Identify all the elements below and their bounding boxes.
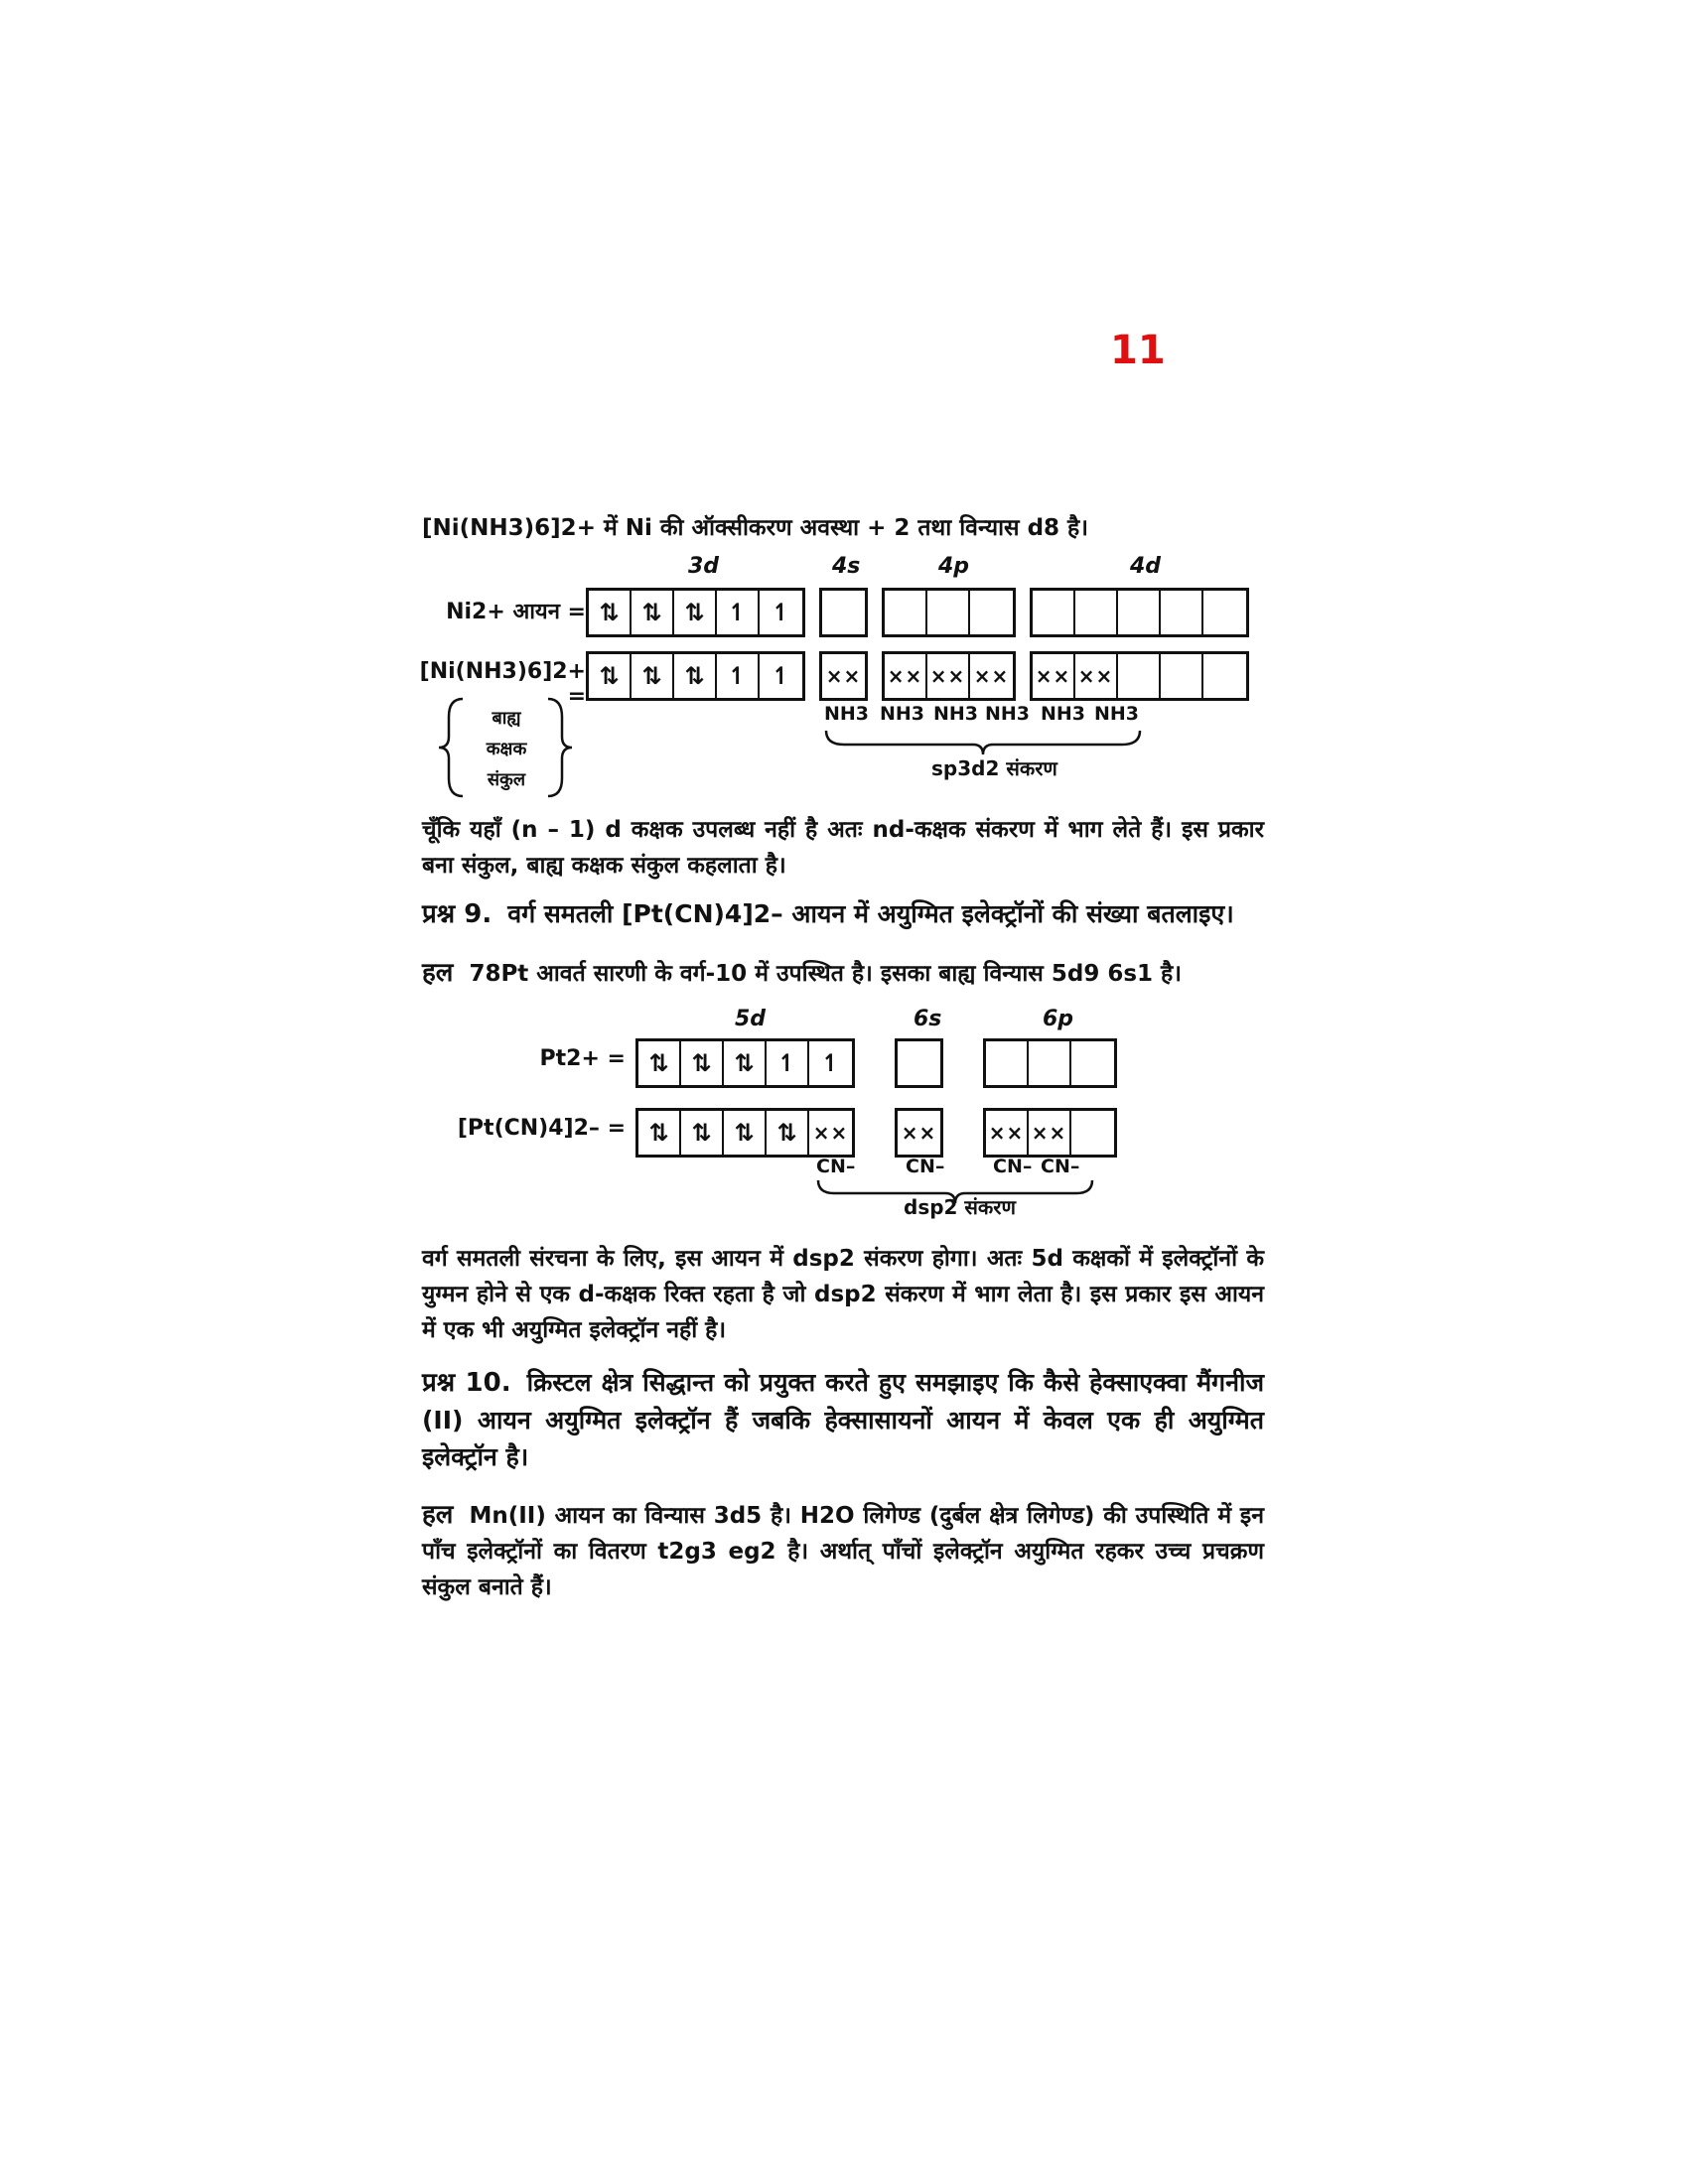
ligand-label: NH3	[880, 703, 925, 725]
solution-10	[422, 1497, 1264, 1605]
orbital-box: ⇅	[632, 591, 674, 634]
orbital-group-6s	[895, 1038, 943, 1088]
paragraph-square-planar: वर्ग समतली संरचना के लिए, इस आयन में dsp2 संकरण होगा। अतः 5d कक्षकों में इलेक्ट्रॉनों के युग्मन होने से एक d-कक्षक रिक्त रहता है जो dsp2 संकरण में भाग लेता है। इस प्रकार इस आयन में एक भी अयुग्मित इलेक्ट्रॉन नहीं है।	[422, 1246, 1264, 1343]
orbital-box	[898, 1041, 940, 1085]
orbital-row-ni-complex	[586, 651, 1249, 701]
orbital-group-6p	[983, 1038, 1117, 1088]
orbital-box	[986, 1041, 1029, 1085]
orbital-label-4d: 4d	[1130, 554, 1162, 579]
orbital-box	[1075, 591, 1118, 634]
ligand-label: NH3	[933, 703, 979, 725]
orbital-box: ⇅	[589, 591, 632, 634]
orbital-box: ⇅	[681, 1041, 724, 1085]
ligand-label: CN–	[1041, 1156, 1080, 1177]
ligand-label: NH3	[824, 703, 870, 725]
orbital-box: ⇅	[724, 1041, 767, 1085]
orbital-box: ⇅	[767, 1111, 809, 1155]
orbital-box: ××	[901, 1121, 937, 1145]
intro-line: [Ni(NH3)6]2+ में Ni की ऑक्सीकरण अवस्था + 2 तथा विन्यास d8 है।	[422, 515, 1088, 541]
orbital-group-6s	[895, 1108, 943, 1158]
orbital-box	[822, 591, 865, 634]
orbital-group-4s	[819, 588, 868, 637]
orbital-group-6p	[983, 1108, 1117, 1158]
ligand-label: NH3	[1094, 703, 1140, 725]
orbital-box: ××	[986, 1111, 1029, 1155]
orbital-box: ⇅	[589, 654, 632, 698]
orbital-box	[885, 591, 927, 634]
orbital-box: ××	[1033, 654, 1075, 698]
ligand-label: CN–	[906, 1156, 945, 1177]
orbital-group-4d	[1030, 588, 1249, 637]
orbital-box	[1029, 1041, 1071, 1085]
row-label-ni-ion: Ni2+ आयन =	[446, 600, 586, 624]
orbital-box	[1203, 654, 1246, 698]
question-10	[422, 1364, 1264, 1475]
orbital-box: ⇅	[674, 654, 717, 698]
side-note-line: संकुल	[487, 769, 526, 790]
orbital-box: ××	[1075, 654, 1118, 698]
orbital-group-3d	[586, 651, 805, 701]
right-brace	[544, 697, 574, 798]
orbital-box	[1161, 654, 1203, 698]
page-number: 11	[1110, 328, 1166, 373]
orbital-box: ××	[825, 664, 862, 688]
orbital-group-4p	[882, 651, 1016, 701]
orbital-group-4d	[1030, 651, 1249, 701]
orbital-box: ××	[973, 664, 1010, 688]
question-text: क्रिस्टल क्षेत्र सिद्धान्त को प्रयुक्त करते हुए समझाइए कि कैसे हेक्साएक्वा मैंगनीज (II) आयन अयुग्मित इलेक्ट्रॉन हैं जबकि हेक्सासायनों आयन में केवल एक ही अयुग्मित इलेक्ट्रॉन है।	[422, 1368, 1264, 1471]
hybridisation-label: dsp2 संकरण	[904, 1195, 1016, 1219]
orbital-label-4p: 4p	[938, 554, 970, 579]
orbital-label-4s: 4s	[832, 554, 861, 579]
orbital-group-5d	[635, 1038, 855, 1088]
orbital-box: ⇅	[674, 591, 717, 634]
orbital-box	[1161, 591, 1203, 634]
orbital-row-ni-ion	[586, 588, 1249, 637]
orbital-box: ↿	[771, 662, 791, 690]
orbital-box: ××	[927, 654, 970, 698]
ligand-label: NH3	[1041, 703, 1086, 725]
orbital-row-pt-ion	[635, 1038, 1117, 1088]
side-note	[469, 703, 544, 795]
orbital-box: ××	[1029, 1111, 1071, 1155]
solution-text: 78Pt आवर्त सारणी के वर्ग-10 में उपस्थित है। इसका बाह्य विन्यास 5d9 6s1 है।	[469, 961, 1182, 987]
solution-9	[422, 955, 1264, 992]
orbital-box: ↿	[820, 1049, 841, 1077]
orbital-group-4p	[882, 588, 1016, 637]
orbital-label-6p: 6p	[1043, 1007, 1074, 1031]
solution-label: हल	[422, 1500, 454, 1530]
solution-text: Mn(II) आयन का विन्यास 3d5 है। H2O लिगेण्ड (दुर्बल क्षेत्र लिगेण्ड) की उपस्थिति में इन पाँच इलेक्ट्रॉनों का वितरण t2g3 eg2 है। अर्थात् पाँचों इलेक्ट्रॉन अयुग्मित रहकर उच्च प्रचक्रण संकुल बनाते हैं।	[422, 1503, 1264, 1600]
orbital-group-3d	[586, 588, 805, 637]
hybridisation-brace	[824, 727, 1142, 756]
orbital-label-6s: 6s	[914, 1007, 942, 1031]
orbital-box	[1071, 1041, 1114, 1085]
question-label: प्रश्न 9.	[422, 899, 492, 929]
orbital-box	[1203, 591, 1246, 634]
solution-label: हल	[422, 958, 454, 988]
orbital-row-pt-complex	[635, 1108, 1117, 1158]
side-note-line: बाह्य	[492, 708, 521, 729]
orbital-box: ↿	[717, 654, 760, 698]
question-9	[422, 895, 1264, 933]
orbital-box: ⇅	[681, 1111, 724, 1155]
orbital-box: ⇅	[638, 1111, 681, 1155]
question-label: प्रश्न 10.	[422, 1368, 511, 1398]
row-label-pt-complex: [Pt(CN)4]2– =	[457, 1116, 626, 1141]
question-text: वर्ग समतली [Pt(CN)4]2– आयन में अयुग्मित इलेक्ट्रॉनों की संख्या बतलाइए।	[507, 899, 1234, 928]
orbital-box: ⇅	[724, 1111, 767, 1155]
orbital-box: ↿	[717, 591, 760, 634]
ligand-label: NH3	[985, 703, 1031, 725]
orbital-box: ↿	[767, 1041, 809, 1085]
side-note-line: कक्षक	[486, 739, 527, 759]
orbital-box	[927, 591, 970, 634]
orbital-group-4s	[819, 651, 868, 701]
orbital-label-3d: 3d	[688, 554, 720, 579]
orbital-box: ××	[812, 1121, 849, 1145]
row-label-pt-ion: Pt2+ =	[539, 1046, 626, 1071]
left-brace	[437, 697, 467, 798]
paragraph-outer-orbital: चूँकि यहाँ (n – 1) d कक्षक उपलब्ध नहीं है अतः nd-कक्षक संकरण में भाग लेते हैं। इस प्रकार बना संकुल, बाह्य कक्षक संकुल कहलाता है।	[422, 817, 1264, 879]
orbital-box	[970, 591, 1013, 634]
orbital-box: ⇅	[638, 1041, 681, 1085]
ligand-label: CN–	[993, 1156, 1033, 1177]
orbital-box: ××	[885, 654, 927, 698]
orbital-label-5d: 5d	[735, 1007, 767, 1031]
orbital-box	[1118, 654, 1161, 698]
row-label-ni-complex: [Ni(NH3)6]2+ =	[419, 659, 586, 709]
ligand-label: CN–	[816, 1156, 856, 1177]
orbital-group-5d	[635, 1108, 855, 1158]
hybridisation-label: sp3d2 संकरण	[931, 756, 1057, 780]
orbital-box	[1033, 591, 1075, 634]
orbital-box: ⇅	[632, 654, 674, 698]
orbital-box	[1118, 591, 1161, 634]
orbital-box	[1071, 1111, 1114, 1155]
orbital-box: ↿	[771, 599, 791, 626]
